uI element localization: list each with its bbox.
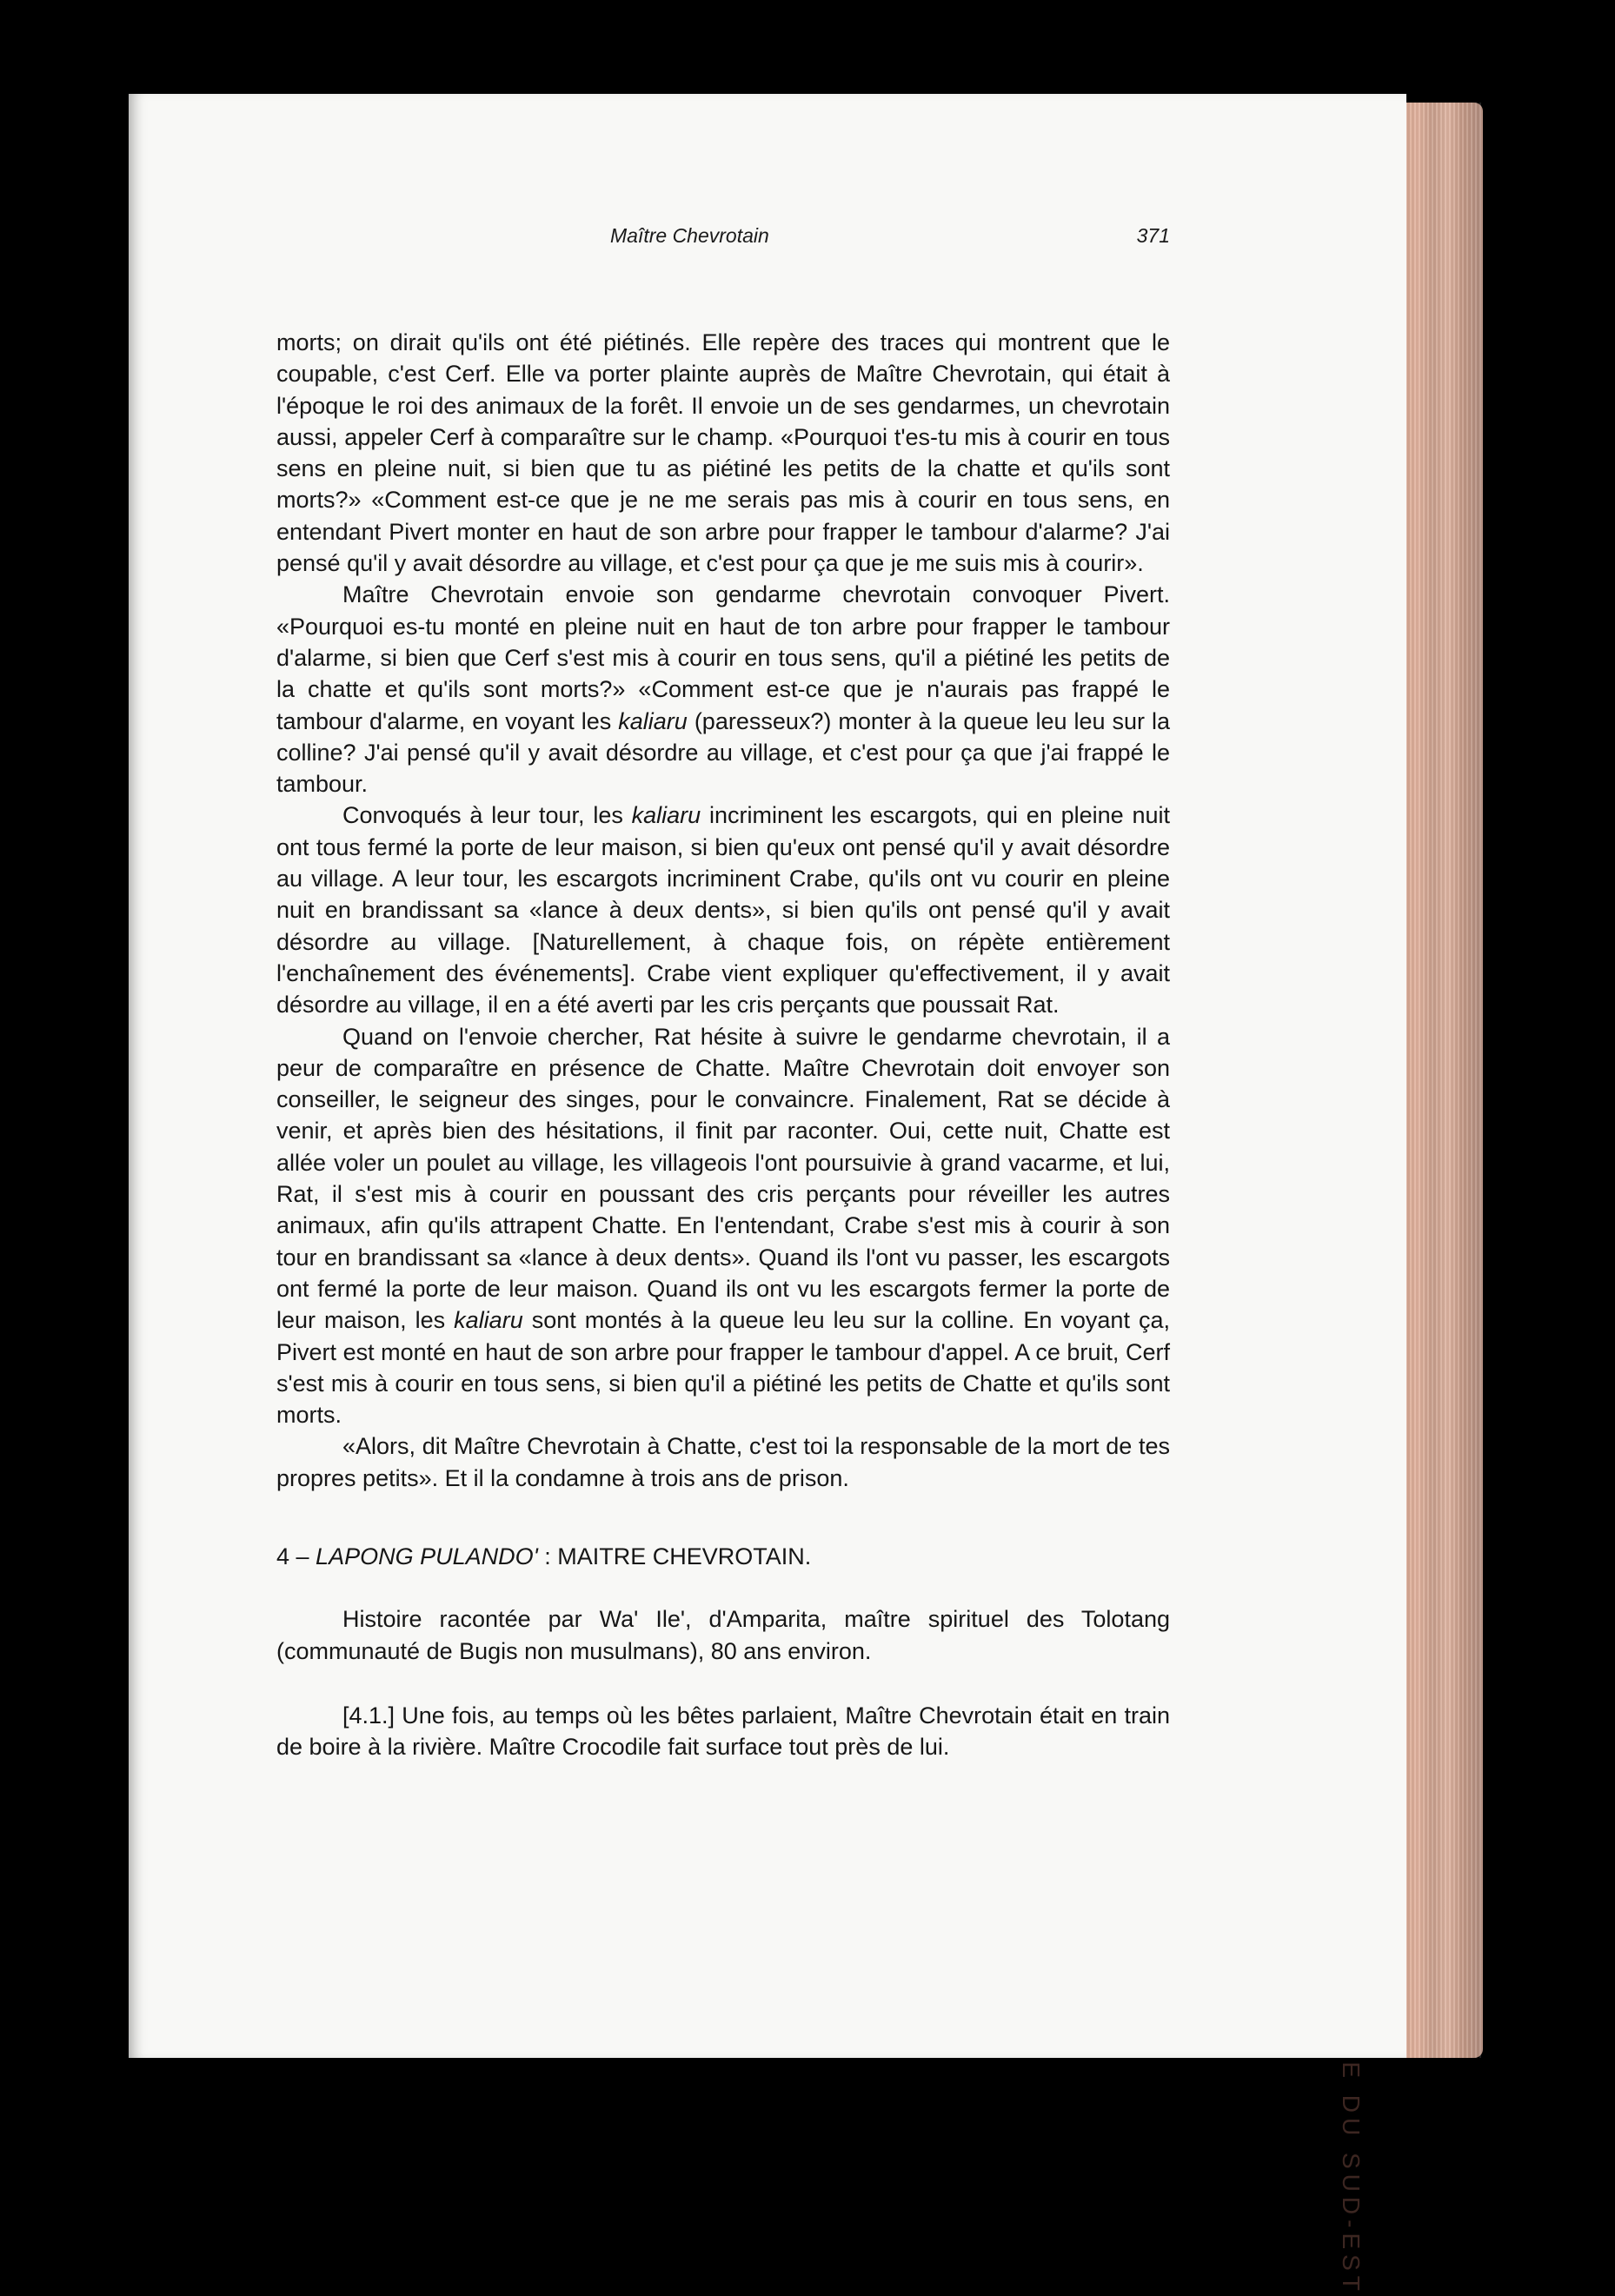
section-title-rest: : MAITRE CHEVROTAIN. xyxy=(537,1543,812,1569)
paragraph-4-1: [4.1.] Une fois, au temps où les bêtes parlaient, Maître Chevrotain était en train de boire à la rivière. Maître Crocodile fait surface tout près de lui. xyxy=(276,1702,1170,1761)
paragraph-1: morts; on dirait qu'ils ont été piétinés. Elle repère des traces qui montrent que le coupable, c'est Cerf. Elle va porter plainte auprès de Maître Chevrotain, qui était à l'époque le roi des animaux de la forêt. Il envoie un de ses gendarmes, un chevrotain aussi, appeler Cerf à comparaître sur le champ. «Pourquoi t'es-tu mis à courir en tous sens en pleine nuit, si bien que tu as piétiné les petits de la chatte et qu'ils sont morts?» «Comment est-ce que je ne me serais pas mis à courir en tous sens, en entendant Pivert monter en haut de son arbre pour frapper le tambour d'alarme? J'ai pensé qu'il y avait désordre au village, et c'est pour ça que je me suis mis à courir». xyxy=(276,329,1170,577)
section-intro: Histoire racontée par Wa' Ile', d'Amparita, maître spirituel des Tolotang (communauté de Bugis non musulmans), 80 ans environ. xyxy=(276,1606,1170,1664)
paragraph-3-italic: kaliaru xyxy=(631,802,701,829)
paragraph-3-text-a: Convoqués à leur tour, les xyxy=(342,802,632,829)
paragraph-2-text-b: (paresseux?) monter à la queue leu leu sur la colline? J'ai pensé qu'il y avait désordre au village, et c'est pour ça que j'ai frappé le tambour. xyxy=(276,707,1170,798)
page-number: 371 xyxy=(1136,224,1170,247)
paragraph-2-italic: kaliaru xyxy=(618,707,688,734)
running-title: Maître Chevrotain xyxy=(610,224,769,247)
paragraph-4-text-a: Quand on l'envoie chercher, Rat hésite à suivre le gendarme chevrotain, il a peur de comparaître en présence de Chatte. Maître Chevrotain doit envoyer son conseiller, le seigneur des singes, pour le convaincre. Finalement, Rat se décide à venir, et après bien des hésitations, il finit par raconter. Oui, cette nuit, Chatte est allée voler un poulet au village, les villageois l'ont poursuivie à grand vacarme, et lui, Rat, il s'est mis à courir en poussant des cris perçants pour réveiller les autres animaux, afin qu'ils attrapent Chatte. En l'entendant, Crabe s'est mis à courir à son tour en brandissant sa «lance à deux dents». Quand ils l'ont vu passer, les escargots ont fermé la porte de leur maison. Quand ils ont vu les escargots fermer la porte de leur maison, les xyxy=(276,1023,1170,1334)
paragraph-3-text-b: incriminent les escargots, qui en pleine nuit ont tous fermé la porte de leur maison, si bien qu'eux ont pensé qu'il y avait désordre au village. A leur tour, les escargots incriminent Crabe, qu'ils ont vu courir en pleine nuit en brandissant sa «lance à deux dents», si bien qu'ils ont pensé qu'il y avait désordre au village. [Naturellement, à chaque fois, on répète entièrement l'enchaînement des événements]. Crabe vient expliquer qu'effectivement, il y avait désordre au village, il en a été averti par les cris perçants que poussait Rat. xyxy=(276,802,1170,1019)
section-title-italic: LAPONG PULANDO' xyxy=(316,1543,538,1569)
paragraph-2-text-a: Maître Chevrotain envoie son gendarme chevrotain convoquer Pivert. «Pourquoi es-tu monté en pleine nuit en haut de ton arbre pour frapper le tambour d'alarme, si bien que Cerf s'est mis à courir en tous sens, qu'il a piétiné les petits de la chatte et qu'ils sont morts?» «Comment est-ce que je n'aurais pas frappé le tambour d'alarme, en voyant les xyxy=(276,581,1170,734)
section-number: 4 – xyxy=(276,1543,316,1569)
paragraph-4-text-b: sont montés à la queue leu leu sur la colline. En voyant ça, Pivert est monté en haut de son arbre pour frapper le tambour d'appel. A ce bruit, Cerf s'est mis à courir en tous sens, si bien qu'il a piétiné les petits de Chatte et qu'ils sont morts. xyxy=(276,1307,1170,1429)
paragraph-3 xyxy=(276,800,1170,1020)
running-head xyxy=(275,224,1170,259)
paragraph-5: «Alors, dit Maître Chevrotain à Chatte, c'est toi la responsable de la mort de tes propres petits». Et il la condamne à trois ans de prison. xyxy=(276,1433,1170,1491)
paragraph-4 xyxy=(276,1021,1170,1431)
paragraph-2 xyxy=(276,579,1170,800)
fore-edge-page-lines xyxy=(1401,103,1481,2058)
text-block xyxy=(276,327,1170,1762)
paragraph-4-italic: kaliaru xyxy=(454,1307,523,1334)
section-heading xyxy=(276,1541,1170,1572)
